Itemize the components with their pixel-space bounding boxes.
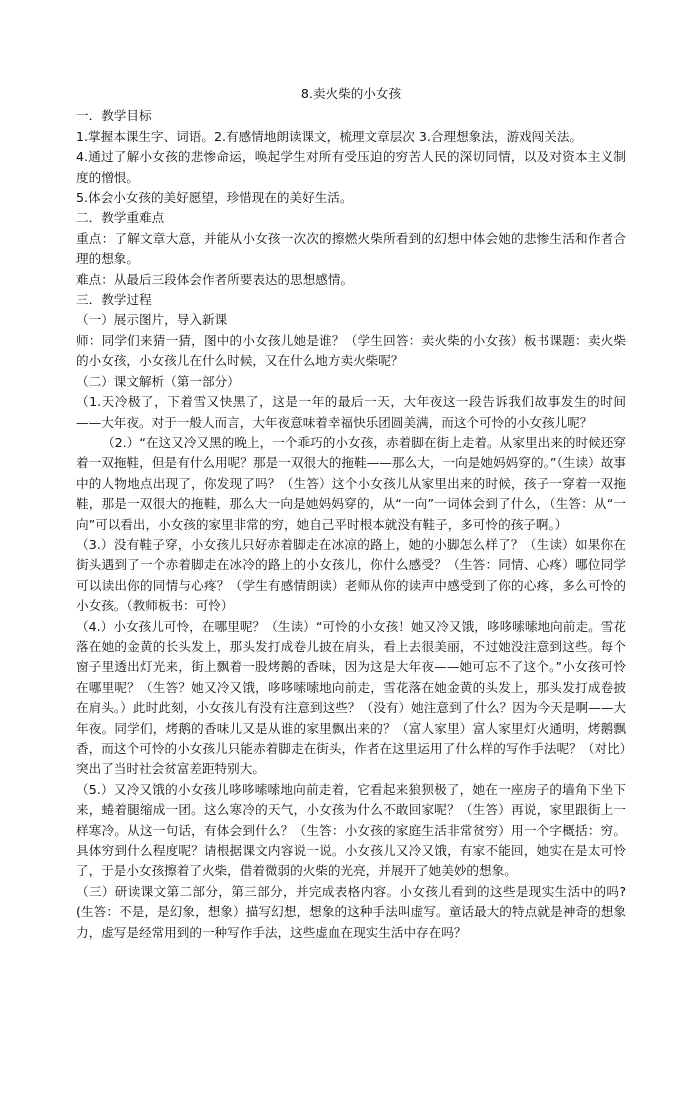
section-heading-process: 三．教学过程 [76,292,152,308]
analysis-paragraph-1: （1.天冷极了，下着雪又快黑了，这是一年的最后一天，大年夜这一段告诉我们故事发生的时间——大年夜。对于一般人而言，大年夜意味着幸福快乐团圆美满，而这个可怜的小女孩儿呢？ [76,394,626,430]
analysis-paragraph-3: （3.）没有鞋子穿，小女孩儿只好赤着脚走在冰凉的路上，她的小脚怎么样了？（生读）如果你在街头遇到了一个赤着脚走在冰冷的路上的小女孩儿，你什么感受？（生答：同情、心疼）哪位同学可以读出你的同情与心疼？（学生有感情朗读）老师从你的读声中感受到了你的心疼，多么可怜的小女孩。（教师板书：可怜） [76,536,626,614]
goal-1-3: 1.掌握本课生字、词语。2.有感情地朗读课文，梳理文章层次 3.合理想象法，游戏闯关法。 [76,128,583,144]
analysis-paragraph-2: （2.）“在这又冷又黑的晚上，一个乖巧的小女孩，赤着脚在街上走着。从家里出来的时候还穿着一双拖鞋，但是有什么用呢？那是一双很大的拖鞋——那么大，一向是她妈妈穿的。”（生读）故事中的人物地点出现了，你发现了吗？（生答）这个小女孩儿从家里出来的时候，孩子一穿着一双拖鞋，那是一双很大的拖鞋，那么大一向是她妈妈穿的，从“一向”一词体会到了什么，（生答：从“一向”可以看出，小女孩的家里非常的穷，她自己平时根本就没有鞋子，多可怜的孩子啊。） [76,434,626,532]
section-heading-goals: 一．教学目标 [76,108,152,124]
section-heading-key-points: 二．教学重难点 [76,210,165,226]
analysis-paragraph-5: （5.）又冷又饿的小女孩儿哆哆嗦嗦地向前走着，它看起来狼狈极了，她在一座房子的墙角下坐下来，蜷着腿缩成一团。这么寒冷的天气，小女孩为什么不敢回家呢？（生答）再说，家里跟街上一样寒冷。从这一句话，有体会到什么？（生答：小女孩的家庭生活非常贫穷）用一个字概括：穷。具体穷到什么程度呢？请根据课文内容说一说。小女孩儿又冷又饿，有家不能回，她实在是太可怜了，于是小女孩擦着了火柴，借着微弱的火柴的光亮，并展开了她美妙的想象。 [76,781,626,879]
step-3-paragraph: （三）研读课文第二部分，第三部分，并完成表格内容。小女孩儿看到的这些是现实生活中的吗?(生答：不是，是幻象，想象）描写幻想，想象的这种手法叫虚写。童话最大的特点就是神奇的想象力，虚写是经常用到的一种写作手法，这些虚血在现实生活中存在吗？ [76,883,626,940]
document-title: 8.卖火柴的小女孩 [300,86,402,101]
goal-4: 4.通过了解小女孩的悲惨命运，唤起学生对所有受压迫的穷苦人民的深切同情，以及对资本主义制度的憎恨。 [76,149,626,185]
goal-5: 5.体会小女孩的美好愿望，珍惜现在的美好生活。 [76,190,353,206]
step-2-heading: （二）课文解析（第一部分） [76,373,240,389]
document-page [76,84,626,943]
key-point: 重点：了解文章大意，并能从小女孩一次次的擦燃火柴所看到的幻想中体会她的悲惨生活和作者合理的想象。 [76,230,626,267]
teacher-intro-paragraph: 师：同学们来猜一猜，图中的小女孩儿她是谁？（学生回答：卖火柴的小女孩）板书课题：卖火柴的小女孩，小女孩儿在什么时候，又在什么地方卖火柴呢？ [76,332,626,369]
step-1-heading: （一）展示图片，导入新课 [76,312,228,328]
analysis-paragraph-4: （4.）小女孩儿可怜，在哪里呢？（生读）“可怜的小女孩！她又冷又饿，哆哆嗦嗦地向前走。雪花落在她的金黄的长头发上，那头发打成卷儿披在肩头，看上去很美丽，不过她没注意到这些。每个窗子里透出灯光来，街上飘着一股烤鹅的香味，因为这是大年夜——她可忘不了这个。”小女孩可怜在哪里呢？（生答？她又冷又饿，哆哆嗦嗦地向前走，雪花落在她金黄的头发上，那头发打成卷披在肩头。）此时此刻，小女孩儿有没有注意到这些？（没有）她注意到了什么？因为今天是啊——大年夜。同学们，烤鹅的香味儿又是从谁的家里飘出来的？（富人家里）富人家里灯火通明，烤鹅飘香，而这个可怜的小女孩儿只能赤着脚走在街头，作者在这里运用了什么样的写作手法呢？（对比）突出了当时社会贫富差距特别大。 [76,618,626,777]
difficult-point: 难点：从最后三段体会作者所要表达的思想感情。 [76,271,354,287]
